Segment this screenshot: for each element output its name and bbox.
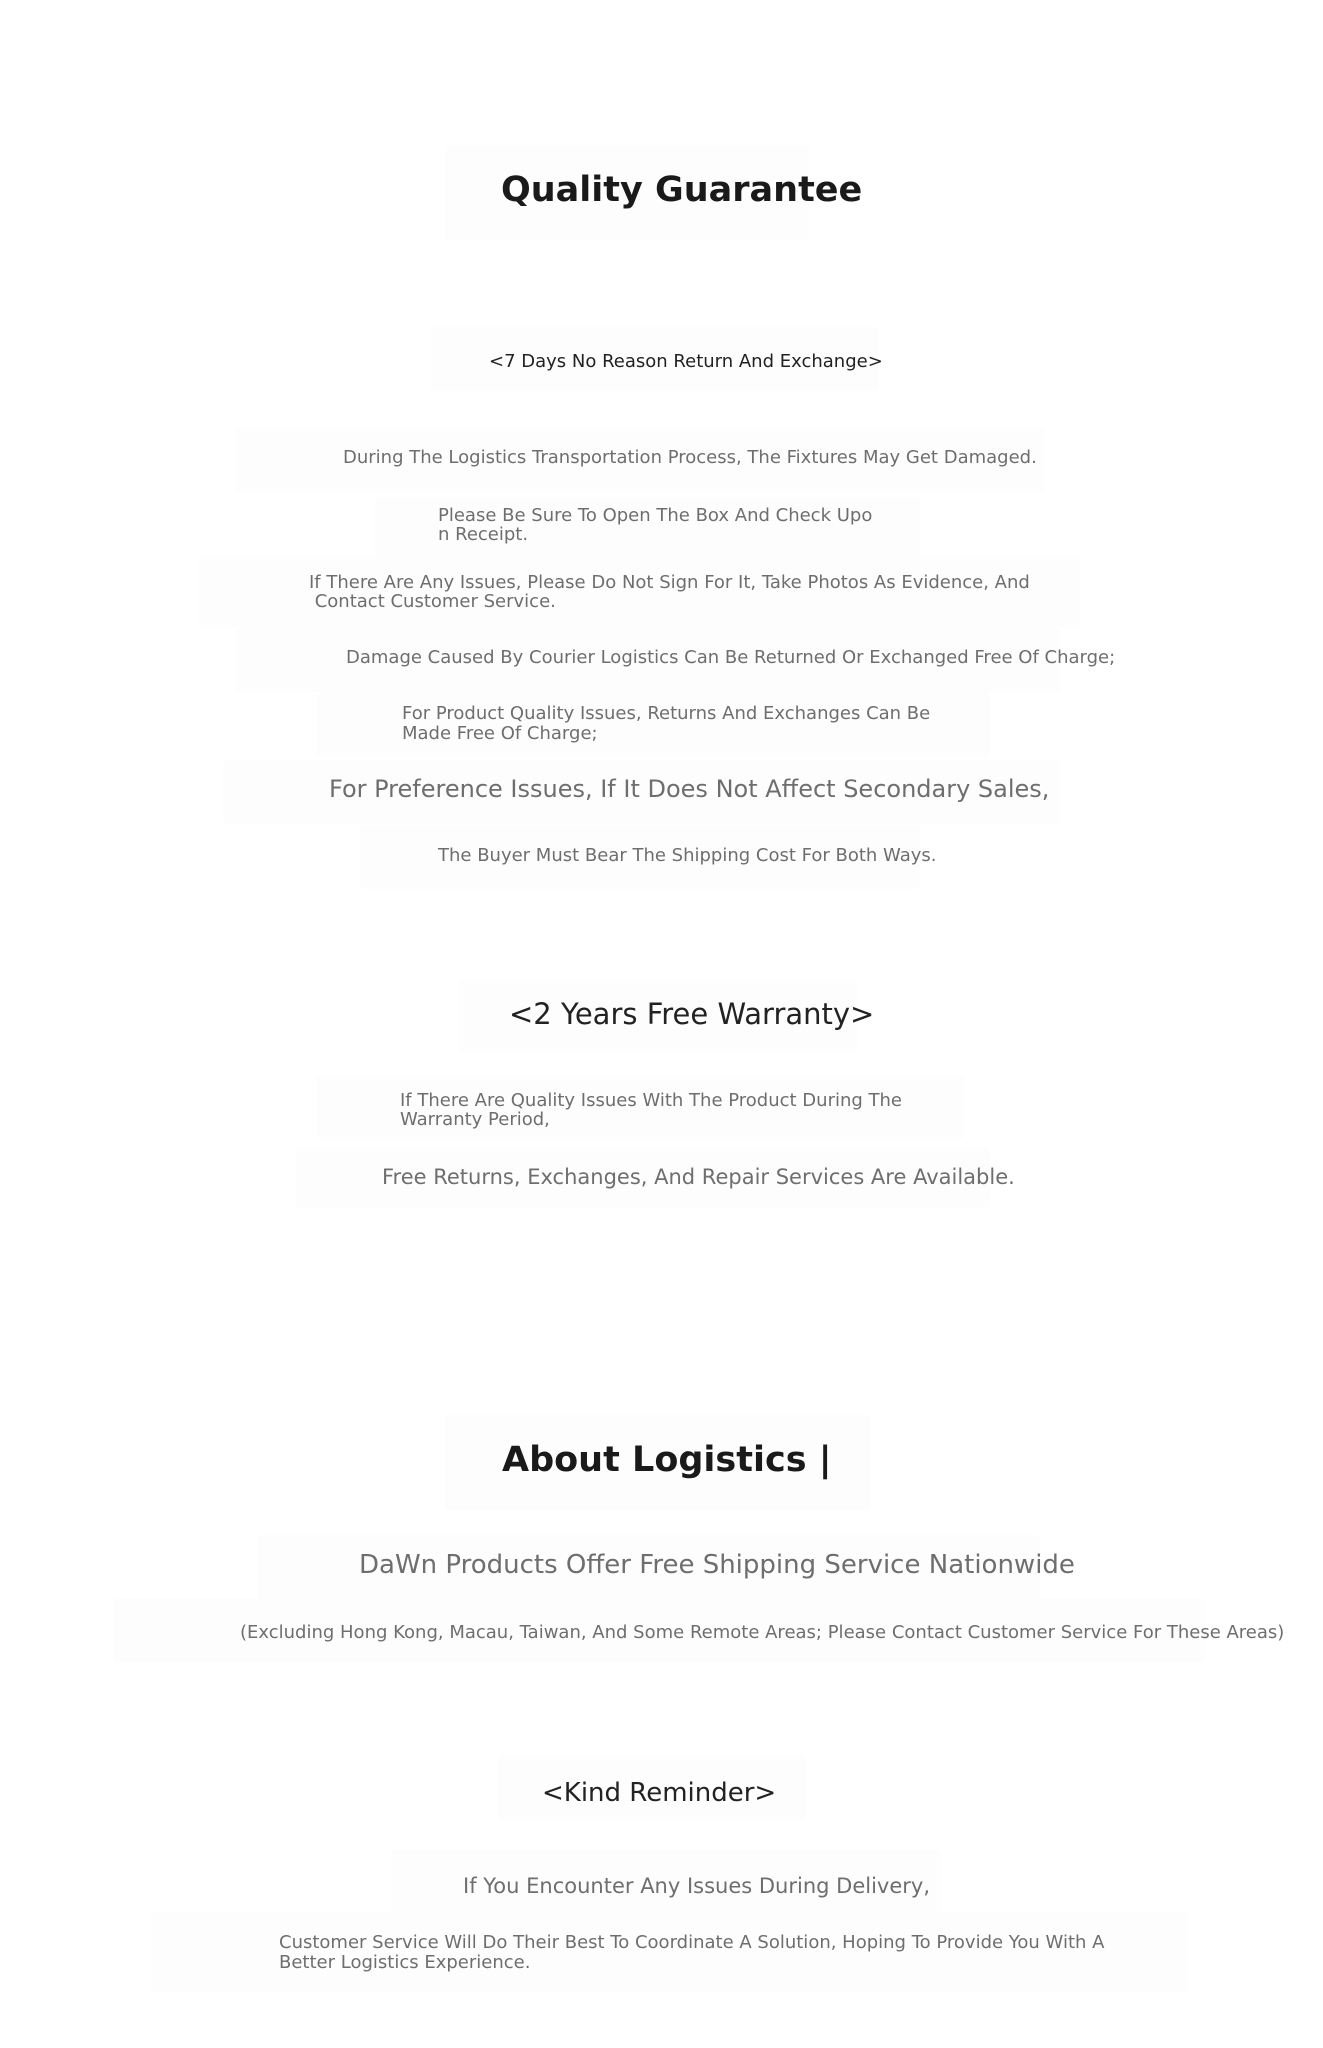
return-exchange-heading: <7 Days No Reason Return And Exchange>	[489, 351, 883, 372]
reminder-line: Better Logistics Experience.	[279, 1952, 531, 1973]
quality-line: During The Logistics Transportation Process, The Fixtures May Get Damaged.	[343, 447, 1037, 468]
kind-reminder-heading: <Kind Reminder>	[542, 1778, 777, 1808]
quality-line: Made Free Of Charge;	[402, 723, 598, 744]
warranty-heading: <2 Years Free Warranty>	[509, 997, 875, 1031]
quality-line: Contact Customer Service.	[309, 591, 556, 612]
free-shipping-line: DaWn Products Offer Free Shipping Service Nationwide	[359, 1550, 1075, 1580]
quality-guarantee-title: Quality Guarantee	[501, 170, 863, 210]
quality-line: Please Be Sure To Open The Box And Check Upo	[438, 505, 873, 526]
reminder-line: Customer Service Will Do Their Best To Coordinate A Solution, Hoping To Provide You With A	[279, 1932, 1105, 1953]
quality-line: For Product Quality Issues, Returns And Exchanges Can Be	[402, 703, 931, 724]
quality-line: The Buyer Must Bear The Shipping Cost For Both Ways.	[438, 845, 937, 866]
shipping-exclusion-line: (Excluding Hong Kong, Macau, Taiwan, And Some Remote Areas; Please Contact Customer Service For These Areas)	[240, 1622, 1285, 1643]
quality-line: If There Are Any Issues, Please Do Not Sign For It, Take Photos As Evidence, And	[309, 572, 1030, 593]
reminder-line: If You Encounter Any Issues During Delivery,	[463, 1874, 930, 1898]
about-logistics-title: About Logistics |	[502, 1440, 832, 1480]
warranty-line: Warranty Period,	[400, 1109, 550, 1130]
quality-line: For Preference Issues, If It Does Not Affect Secondary Sales,	[329, 775, 1050, 803]
quality-line: Damage Caused By Courier Logistics Can Be Returned Or Exchanged Free Of Charge;	[346, 647, 1116, 668]
warranty-line: Free Returns, Exchanges, And Repair Services Are Available.	[382, 1165, 1015, 1189]
quality-line: n Receipt.	[438, 524, 529, 545]
warranty-line: If There Are Quality Issues With The Product During The	[400, 1090, 903, 1111]
